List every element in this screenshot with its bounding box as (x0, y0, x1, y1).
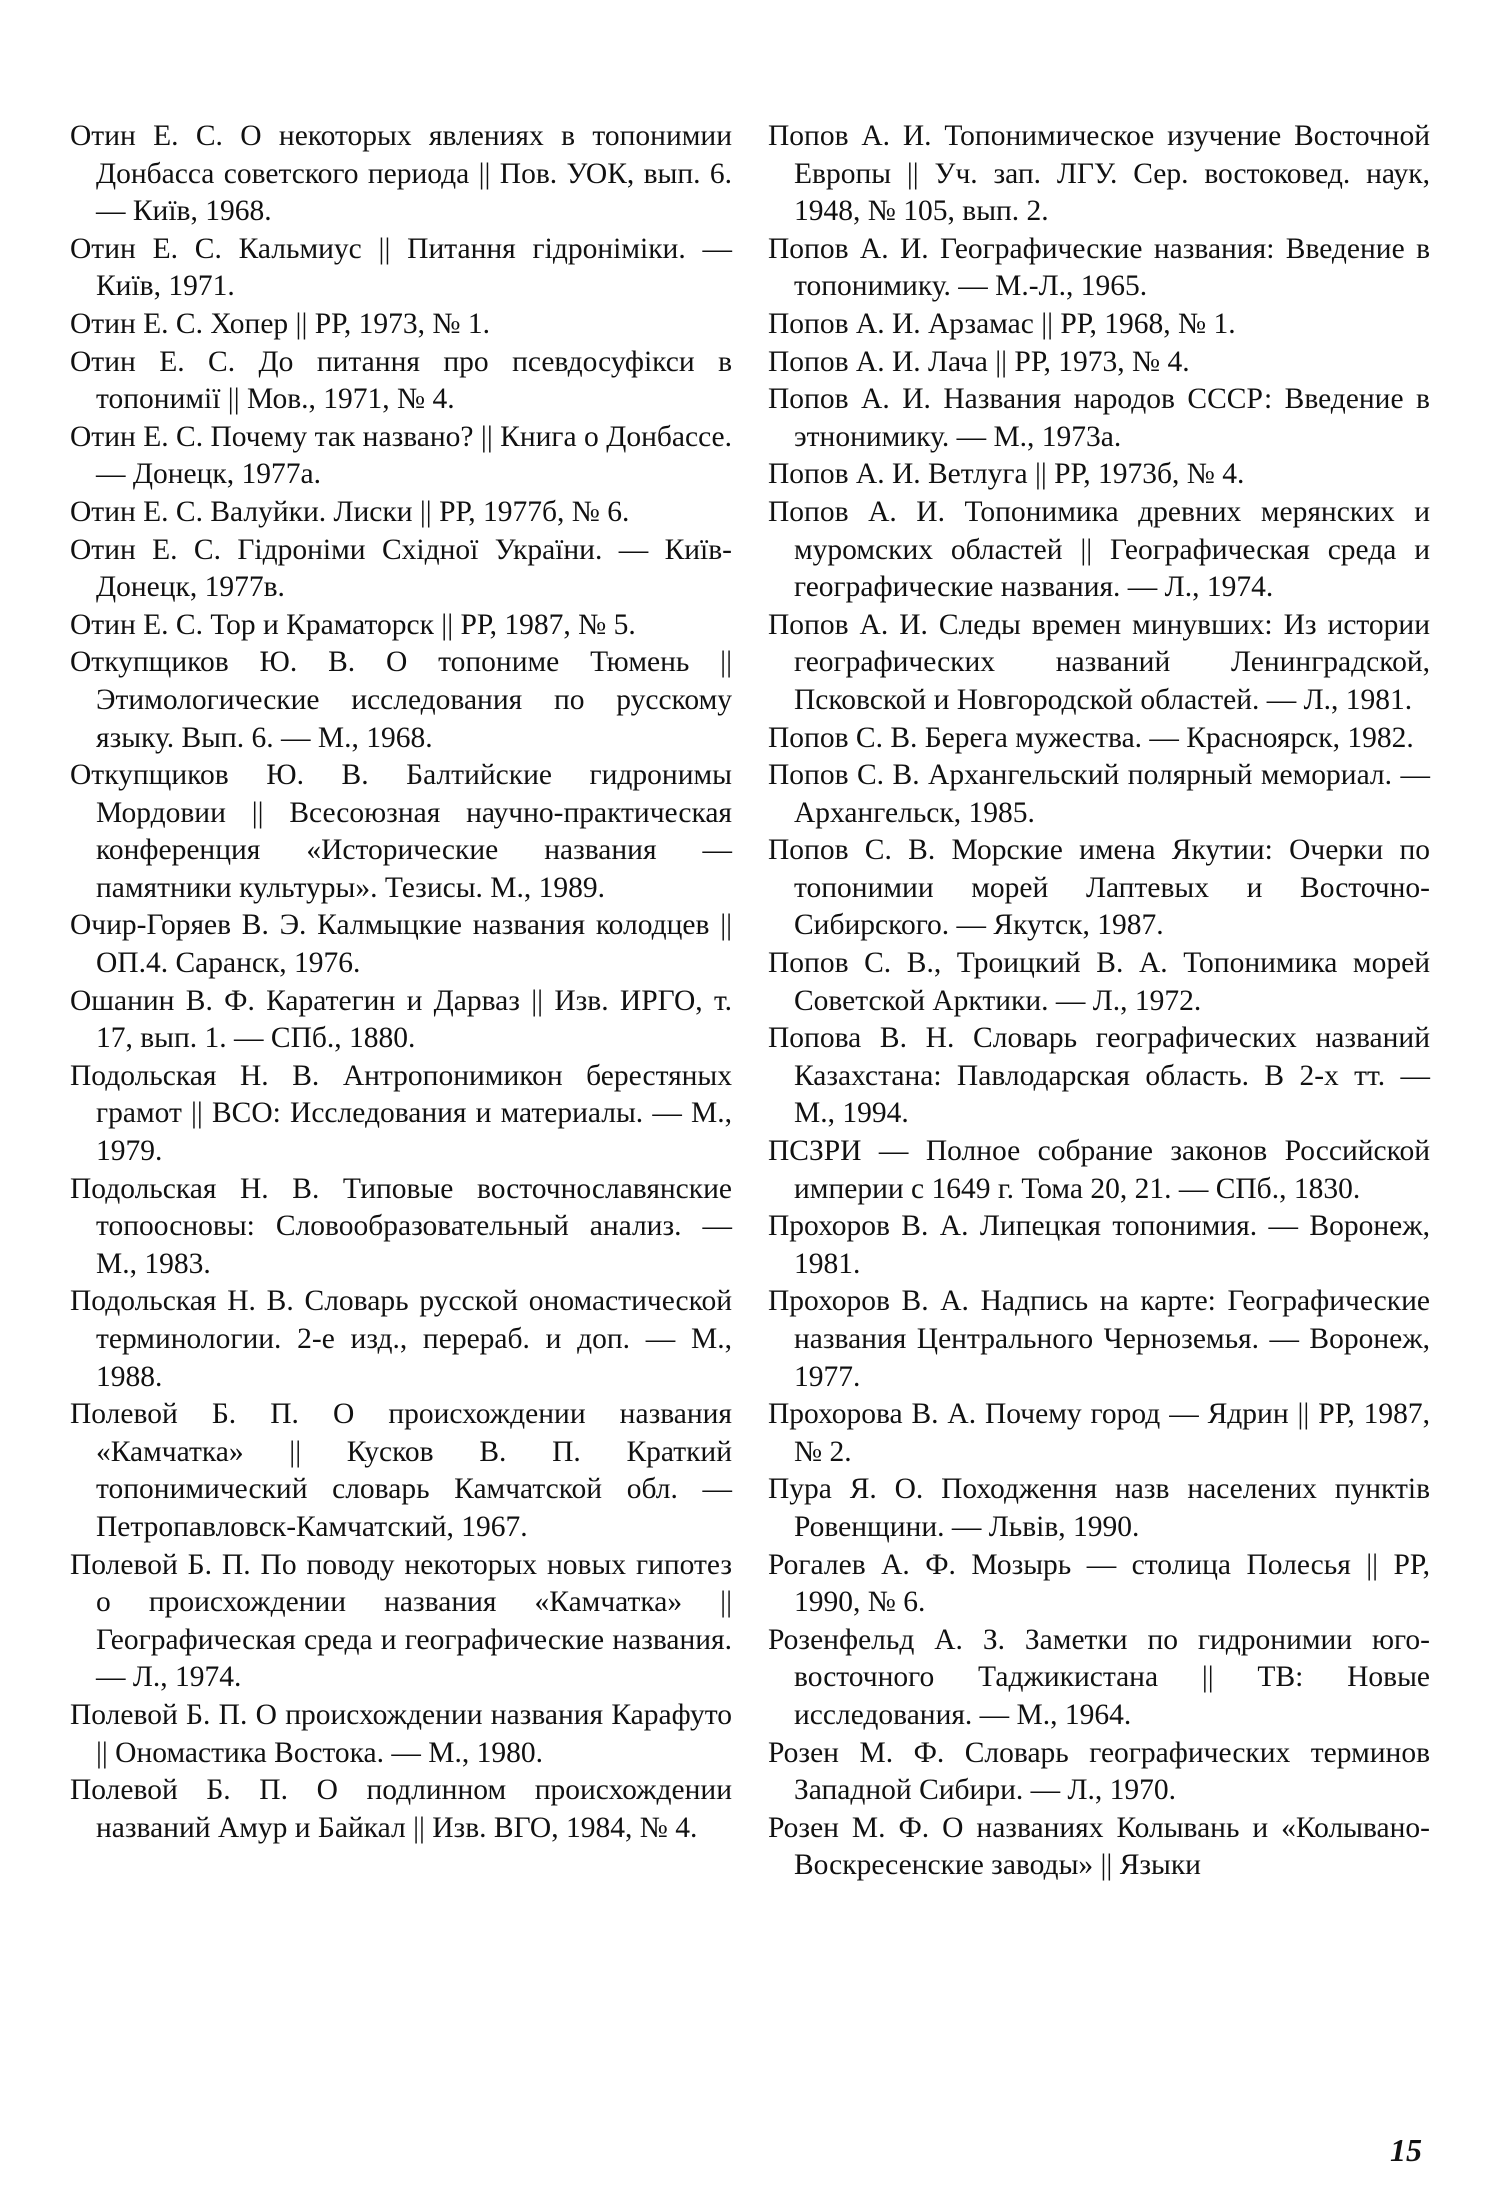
bibliography-entry: Ошанин В. Ф. Каратегин и Дарваз || Изв. ИРГО, т. 17, вып. 1. — СПб., 1880. (70, 984, 732, 1055)
bibliography-entry: Прохоров В. А. Липецкая топонимия. — Воронеж, 1981. (768, 1210, 1430, 1280)
bibliography-entry: Попов А. И. Лача || РР, 1973, № 4. (768, 345, 1190, 378)
bibliography-entry: Попов А. И. Названия народов СССР: Введение в этнонимику. — М., 1973а. (768, 383, 1430, 453)
bibliography-entry: Подольская Н. В. Антропонимикон берестяных грамот || ВСО: Исследования и материалы. — М., 1979. (70, 1059, 732, 1168)
bibliography-entry: Попов А. И. Топонимика древних мерянских и муромских областей || Географическая среда и географические названия. — Л., 1974. (768, 495, 1430, 604)
page-number: 15 (1390, 2132, 1422, 2168)
bibliography-entry: Отин Е. С. Кальмиус || Питання гідроніміки. — Київ, 1971. (70, 232, 732, 303)
bibliography-entry: Отин Е. С. О некоторых явлениях в топонимии Донбасса советского периода || Пов. УОК, вып. 6. — Київ, 1968. (70, 120, 732, 228)
bibliography-entry: Отин Е. С. Тор и Краматорск || РР, 1987, № 5. (70, 608, 636, 641)
bibliography-entry: Откупщиков Ю. В. О топониме Тюмень || Этимологические исследования по русскому языку. Вып. 6. — М., 1968. (70, 646, 732, 754)
bibliography-entry: Попов А. И. Ветлуга || РР, 1973б, № 4. (768, 458, 1245, 491)
bibliography-entry: Попов А. И. Географические названия: Введение в топонимику. — М.-Л., 1965. (768, 232, 1430, 303)
bibliography-entry: Отин Е. С. Хопер || РР, 1973, № 1. (70, 307, 491, 340)
bibliography-entry: Полевой Б. П. По поводу некоторых новых гипотез о происхождении названия «Камчатка» || Географическая среда и географические названия. — Л., 1974. (70, 1548, 732, 1694)
bibliography-entry: Попов С. В. Берега мужества. — Красноярск, 1982. (768, 721, 1414, 754)
bibliography-entry: Полевой Б. П. О происхождении названия «Камчатка» || Кусков В. П. Краткий топонимический словарь Камчатской обл. — Петропавловск-Камчатский, 1967. (70, 1398, 732, 1543)
bibliography-entry: Розен М. Ф. О названиях Колывань и «Колывано-Воскресенские заводы» || Языки (768, 1811, 1430, 1882)
bibliography-entry: Отин Е. С. До питання про псевдосуфікси в топонимії || Мов., 1971, № 4. (70, 345, 732, 416)
bibliography-entry: Прохорова В. А. Почему город — Ядрин || РР, 1987, № 2. (768, 1398, 1430, 1468)
bibliography-entry: Розен М. Ф. Словарь географических терминов Западной Сибири. — Л., 1970. (768, 1736, 1430, 1807)
bibliography-entry: Отин Е. С. Валуйки. Лиски || РР, 1977б, № 6. (70, 495, 630, 528)
bibliography-right-column (768, 118, 1430, 1885)
bibliography-entry: Попов С. В. Архангельский полярный мемориал. — Архангельск, 1985. (768, 759, 1430, 829)
bibliography-entry: Попов А. И. Арзамас || РР, 1968, № 1. (768, 307, 1236, 340)
bibliography-entry: Розенфельд А. З. Заметки по гидронимии юго-восточного Таджикистана || ТВ: Новые исследования. — М., 1964. (768, 1623, 1430, 1731)
bibliography-entry: Подольская Н. В. Словарь русской ономастической терминологии. 2-е изд., перераб. и доп. — М., 1988. (70, 1285, 732, 1393)
bibliography-entry: Пура Я. О. Походження назв населених пунктів Ровенщини. — Львів, 1990. (768, 1473, 1430, 1543)
bibliography-entry: Попов С. В. Морские имена Якутии: Очерки по топонимии морей Лаптевых и Восточно-Сибирского. — Якутск, 1987. (768, 834, 1430, 942)
bibliography-entry: Прохоров В. А. Надпись на карте: Географические названия Центрального Черноземья. — Воронеж, 1977. (768, 1285, 1430, 1393)
bibliography-entry: Полевой Б. П. О подлинном происхождении названий Амур и Байкал || Изв. ВГО, 1984, № 4. (70, 1774, 732, 1844)
bibliography-entry: Полевой Б. П. О происхождении названия Карафуто || Ономастика Востока. — М., 1980. (70, 1698, 732, 1769)
bibliography-entry: Подольская Н. В. Типовые восточнославянские топоосновы: Словообразовательный анализ. — М., 1983. (70, 1172, 732, 1280)
bibliography-entry: Попова В. Н. Словарь географических названий Казахстана: Павлодарская область. В 2-х тт. — М., 1994. (768, 1022, 1430, 1130)
bibliography-entry: Очир-Горяев В. Э. Калмыцкие названия колодцев || ОП.4. Саранск, 1976. (70, 909, 732, 980)
bibliography-left-column (70, 118, 732, 1847)
bibliography-entry: Попов А. И. Топонимическое изучение Восточной Европы || Уч. зап. ЛГУ. Сер. востоковед. наук, 1948, № 105, вып. 2. (768, 120, 1430, 228)
bibliography-entry: Отин Е. С. Гідроніми Східної України. — Київ-Донецк, 1977в. (70, 533, 732, 604)
bibliography-entry: Рогалев А. Ф. Мозырь — столица Полесья || РР, 1990, № 6. (768, 1548, 1430, 1619)
bibliography-entry: Откупщиков Ю. В. Балтийские гидронимы Мордовии || Всесоюзная научно-практическая конференция «Исторические названия — памятники культуры». Тезисы. М., 1989. (70, 759, 732, 904)
bibliography-entry: Попов С. В., Троицкий В. А. Топонимика морей Советской Арктики. — Л., 1972. (768, 947, 1430, 1017)
bibliography-entry: Попов А. И. Следы времен минувших: Из истории географических названий Ленинградской, Псковской и Новгородской областей. — Л., 1981. (768, 608, 1430, 716)
bibliography-entry: ПСЗРИ — Полное собрание законов Российской империи с 1649 г. Тома 20, 21. — СПб., 1830. (768, 1135, 1430, 1205)
bibliography-entry: Отин Е. С. Почему так названо? || Книга о Донбассе. — Донецк, 1977а. (70, 420, 732, 491)
